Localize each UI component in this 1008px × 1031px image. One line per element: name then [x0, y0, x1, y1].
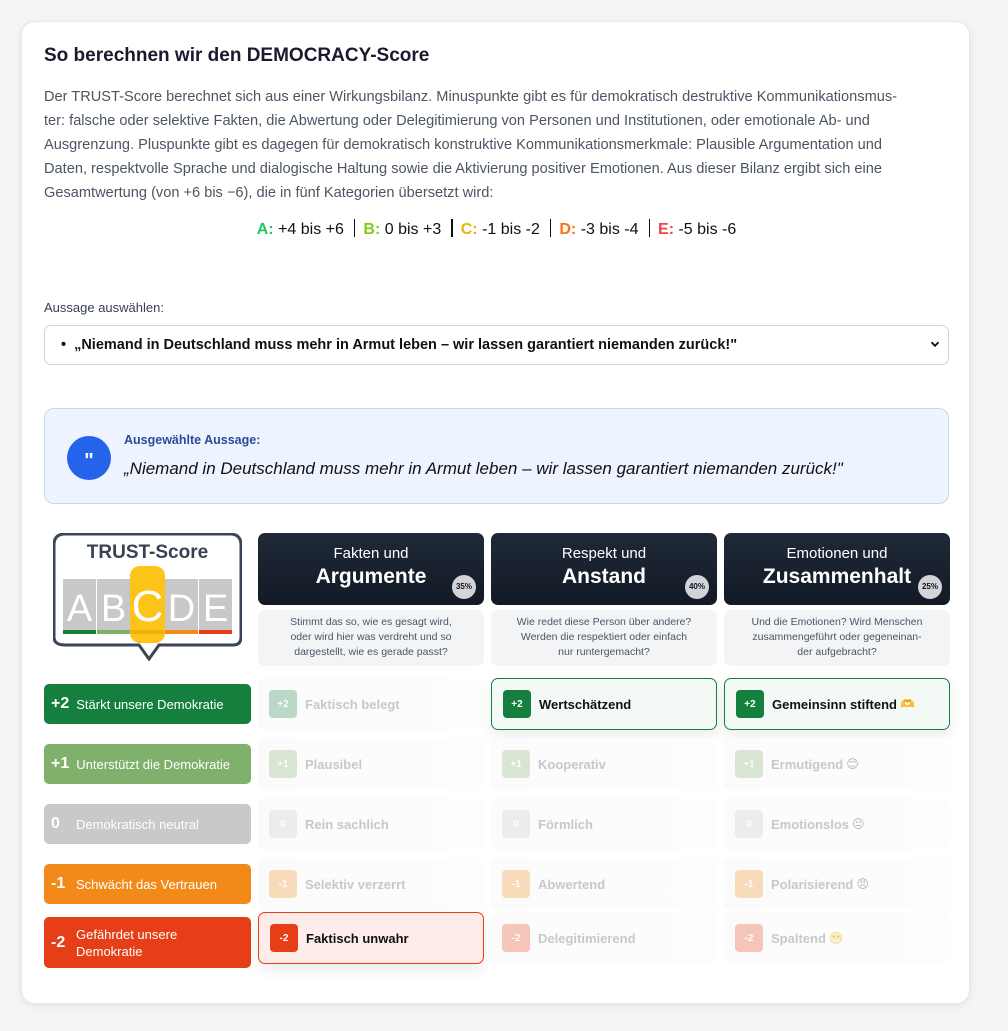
score-cell[interactable]	[258, 912, 484, 964]
grade-item	[363, 221, 441, 239]
column-description-line: nur runtergemacht?	[558, 646, 650, 658]
selected-statement-label: Ausgewählte Aussage:	[124, 433, 261, 447]
row-label	[44, 744, 251, 784]
page-title: So berechnen wir den DEMOCRACY-Score	[44, 45, 430, 66]
logo-letter-b	[97, 579, 130, 634]
cell-label: Rein sachlich	[305, 816, 389, 832]
cell-badge: -1	[735, 870, 763, 898]
weight-badge: 35%	[452, 575, 476, 599]
grade-item	[559, 221, 638, 239]
row-text-line: Gefährdet unsere	[76, 926, 178, 942]
row-text-line: Demokratie	[76, 943, 143, 959]
row-value: +1	[51, 755, 70, 772]
score-cell[interactable]	[724, 858, 950, 910]
column-description-line: oder wird hier was verdreht und so	[290, 631, 452, 643]
column-description	[724, 610, 950, 666]
column-header-line2: Zusammenhalt	[762, 565, 912, 588]
row-label	[44, 917, 251, 968]
trust-score-logo	[53, 533, 242, 661]
row-value: +2	[51, 695, 70, 712]
column-header	[491, 533, 717, 605]
emoji-icon: 🫶	[899, 697, 915, 711]
column-description-line: dargestellt, wie es gerade passt?	[294, 646, 448, 658]
cell-label: Kooperativ	[538, 756, 606, 772]
cell-label: Gemeinsinn stiftend	[772, 696, 897, 712]
weight-badge: 25%	[918, 575, 942, 599]
cell-label: Förmlich	[538, 816, 593, 832]
cell-badge: +2	[503, 690, 531, 718]
grade-letter: D:	[559, 221, 577, 238]
grade-separator	[550, 219, 552, 237]
intro-line: Ausgrenzung. Pluspunkte gibt es dagegen für demokratisch konstruktive Kommunikationsmerkmale: Plausible Argumentation und	[44, 137, 882, 153]
emoji-icon: 😊	[846, 757, 859, 771]
score-cell[interactable]	[258, 678, 484, 730]
chevron-down-icon	[930, 339, 940, 349]
cell-label: Selektiv verzerrt	[305, 876, 406, 892]
cell-badge: -2	[735, 924, 763, 952]
score-cell[interactable]	[491, 912, 717, 964]
column-description-line: Und die Emotionen? Wird Menschen	[751, 616, 923, 628]
svg-text:C: C	[131, 582, 164, 631]
logo-letter-c	[130, 566, 165, 643]
cell-badge: -1	[269, 870, 297, 898]
cell-label: Faktisch unwahr	[306, 930, 409, 946]
select-label: Aussage auswählen:	[44, 300, 164, 315]
score-cell[interactable]	[724, 678, 950, 730]
column-description-line: Stimmt das so, wie es gesagt wird,	[290, 616, 452, 628]
row-value: -1	[51, 875, 66, 892]
cell-label: Delegitimierend	[538, 930, 636, 946]
selected-statement-text: „Niemand in Deutschland muss mehr in Armut leben – wir lassen garantiert niemanden zurück!"	[124, 459, 843, 478]
grade-range: -1 bis -2	[477, 221, 540, 238]
score-cell[interactable]	[724, 738, 950, 790]
row-value: -2	[51, 933, 66, 951]
intro-line: ter: falsche oder selektive Fakten, die Abwertung oder Delegitimierung von Personen und Institutionen, oder emotionale Ab- und	[44, 113, 870, 129]
score-cell[interactable]	[724, 912, 950, 964]
cell-badge: 0	[502, 810, 530, 838]
cell-badge: -1	[502, 870, 530, 898]
selected-statement-box	[44, 408, 949, 504]
cell-badge: +1	[269, 750, 297, 778]
cell-badge: 0	[735, 810, 763, 838]
cell-badge: +1	[735, 750, 763, 778]
intro-text	[44, 85, 946, 205]
grade-scale	[22, 219, 971, 239]
row-text: Schwächt das Vertrauen	[76, 876, 217, 892]
column-description-line: Wie redet diese Person über andere?	[516, 616, 692, 628]
cell-label: Abwertend	[538, 876, 606, 892]
column-header-line2: Argumente	[315, 565, 427, 588]
grade-range: -5 bis -6	[674, 221, 737, 238]
row-label	[44, 684, 251, 724]
grade-letter: C:	[460, 221, 478, 238]
grade-item	[257, 221, 344, 239]
cell-label: Emotionslos	[771, 816, 850, 832]
cell-label: Wertschätzend	[539, 696, 632, 712]
grade-range: -3 bis -4	[576, 221, 639, 238]
row-text: Unterstützt die Demokratie	[76, 756, 231, 772]
score-cell[interactable]	[491, 738, 717, 790]
row-text: Stärkt unsere Demokratie	[76, 696, 224, 712]
select-value: „Niemand in Deutschland muss mehr in Armut leben – wir lassen garantiert niemanden zurück!"	[74, 337, 738, 353]
column-header-line1: Emotionen und	[786, 545, 888, 562]
cell-badge: +2	[269, 690, 297, 718]
cell-label: Faktisch belegt	[305, 696, 400, 712]
row-text: Demokratisch neutral	[76, 816, 199, 832]
score-cell[interactable]	[258, 798, 484, 850]
cell-badge: 0	[269, 810, 297, 838]
grade-item	[461, 221, 540, 239]
logo-letter-a	[63, 579, 96, 634]
cell-badge: +1	[502, 750, 530, 778]
svg-text:A: A	[66, 588, 93, 630]
intro-line: Gesamtwertung (von +6 bis −6), die in fünf Kategorien übersetzt wird:	[44, 185, 494, 201]
cell-label: Ermutigend	[771, 756, 844, 772]
emoji-icon: 😬	[828, 931, 844, 945]
svg-text:B: B	[100, 588, 127, 630]
score-cell[interactable]	[491, 858, 717, 910]
grade-letter: A:	[256, 221, 274, 238]
column-header-line1: Respekt und	[561, 545, 647, 562]
score-cell[interactable]	[491, 678, 717, 730]
cell-label: Spaltend	[771, 930, 826, 946]
column-header	[724, 533, 950, 605]
logo-letter-e	[199, 579, 232, 634]
grade-range: 0 bis +3	[380, 221, 442, 238]
score-card	[21, 21, 970, 1004]
grade-separator	[354, 219, 356, 237]
score-cell[interactable]	[258, 738, 484, 790]
score-cell[interactable]	[258, 858, 484, 910]
cell-label: Polarisierend	[771, 876, 854, 892]
quote-icon: "	[67, 436, 111, 480]
score-cell[interactable]	[724, 798, 950, 850]
emoji-icon: 😠	[856, 877, 869, 891]
statement-select[interactable]	[44, 325, 949, 365]
cell-badge: -2	[270, 924, 298, 952]
grade-range: +4 bis +6	[273, 221, 344, 238]
logo-letter-d	[165, 579, 198, 634]
column-description-line: Werden die respektiert oder einfach	[520, 631, 688, 643]
column-description-line: der aufgebracht?	[797, 646, 877, 658]
select-bullet: •	[61, 337, 67, 353]
column-description	[491, 610, 717, 666]
cell-badge: -2	[502, 924, 530, 952]
column-description-line: zusammengeführt oder gegeneinan-	[752, 631, 922, 643]
cell-badge: +2	[736, 690, 764, 718]
column-header	[258, 533, 484, 605]
emoji-icon: 😐	[852, 817, 865, 831]
logo-title: TRUST-Score	[86, 542, 209, 563]
grade-separator	[451, 219, 453, 237]
svg-text:D: D	[167, 588, 196, 630]
cell-label: Plausibel	[305, 756, 363, 772]
weight-badge: 40%	[685, 575, 709, 599]
grade-separator	[649, 219, 651, 237]
row-label	[44, 864, 251, 904]
intro-line: Der TRUST-Score berechnet sich aus einer Wirkungsbilanz. Minuspunkte gibt es für demokratisch destruktive Kommunikationsmus-	[44, 89, 898, 105]
grade-letter: B:	[363, 221, 381, 238]
intro-line: Daten, respektvolle Sprache und dialogische Haltung sowie die Aktivierung positiver Emotionen. Aus dieser Bilanz ergibt sich eine	[44, 161, 882, 177]
grade-item	[658, 221, 736, 239]
column-header-line2: Anstand	[562, 565, 646, 588]
score-cell[interactable]	[491, 798, 717, 850]
column-description	[258, 610, 484, 666]
row-label	[44, 804, 251, 844]
row-text	[76, 926, 177, 960]
row-value: 0	[51, 815, 60, 832]
svg-text:E: E	[202, 588, 229, 630]
column-header-line1: Fakten und	[333, 545, 409, 562]
grade-letter: E:	[658, 221, 675, 238]
